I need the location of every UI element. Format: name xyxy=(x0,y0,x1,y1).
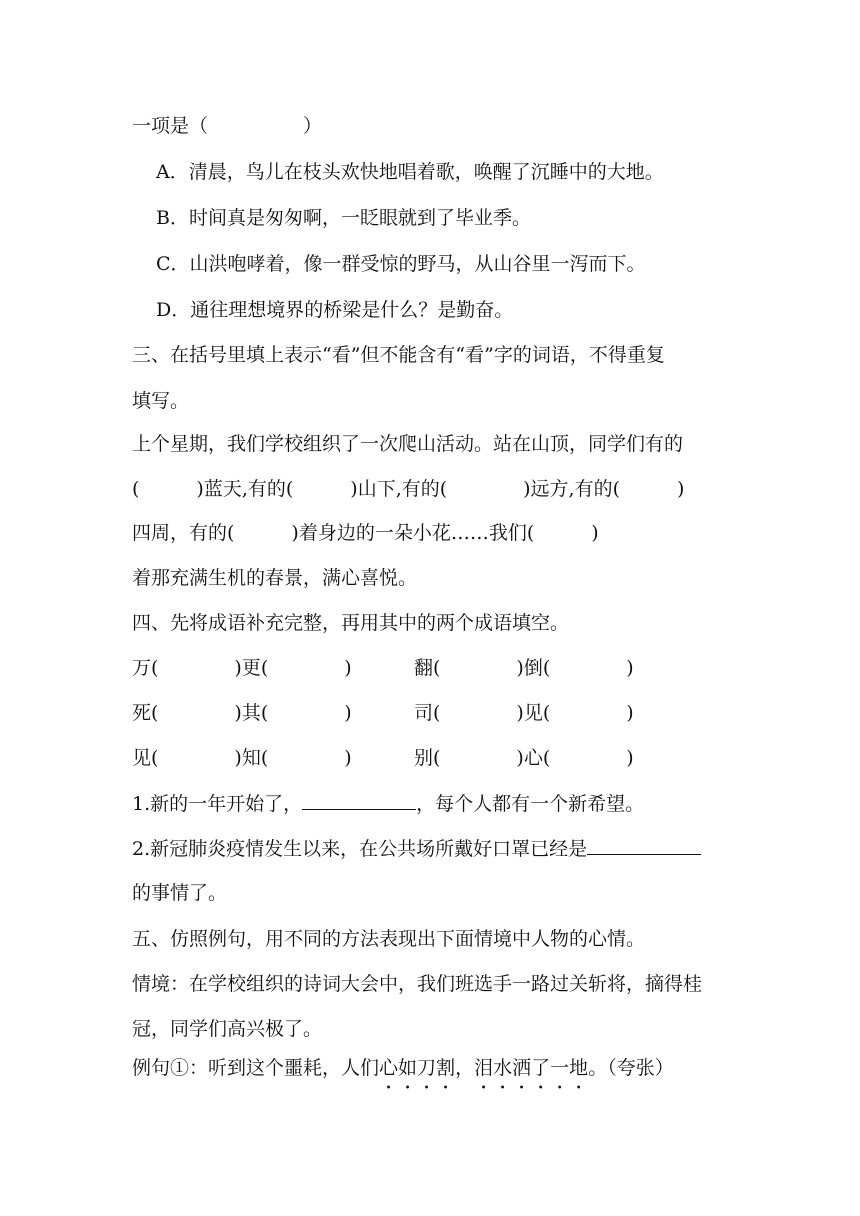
option-b: B．时间真是匆匆啊，一眨眼就到了毕业季。 xyxy=(156,207,531,229)
emphasis-char: 洒 xyxy=(512,1057,532,1079)
option-a: A．清晨，鸟儿在枝头欢快地唱着歌，唤醒了沉睡中的大地。 xyxy=(156,161,664,183)
emphasis-char: 一 xyxy=(550,1057,570,1079)
option-d: D．通往理想境界的桥梁是什么？是勤奋。 xyxy=(156,299,514,321)
emphasis-phrase-1 xyxy=(379,1057,455,1079)
question-3-title-cont: 填写。 xyxy=(132,390,190,412)
emphasis-char: 泪 xyxy=(474,1057,494,1079)
sentence-2 xyxy=(132,836,701,861)
passage-line-3: 四周，有的( )着身边的一朵小花……我们( ) xyxy=(132,522,599,544)
example-sentence xyxy=(132,1056,674,1080)
scenario-line-2: 冠，同学们高兴极了。 xyxy=(132,1018,323,1040)
question-5-title: 五、仿照例句，用不同的方法表现出下面情境中人物的心情。 xyxy=(132,928,646,950)
question-2-tail: 一项是（ ） xyxy=(132,115,323,137)
passage-line-1: 上个星期，我们学校组织了一次爬山活动。站在山顶，同学们有的 xyxy=(132,433,684,455)
question-3-title: 三、在括号里填上表示“看”但不能含有“看”字的词语，不得重复 xyxy=(132,344,665,366)
emphasis-char: 如 xyxy=(398,1057,418,1079)
idiom-blank: 见( )知( ) xyxy=(132,747,352,769)
option-c: C．山洪咆哮着，像一群受惊的野马，从山谷里一泻而下。 xyxy=(156,253,646,275)
emphasis-char: 刀 xyxy=(417,1057,437,1079)
answer-blank-1[interactable] xyxy=(302,791,416,810)
emphasis-char: 地 xyxy=(569,1057,589,1079)
example-suffix: 。（夸张） xyxy=(588,1057,674,1079)
emphasis-char: 心 xyxy=(379,1057,399,1079)
emphasis-char: 割 xyxy=(436,1057,456,1079)
idiom-blank: 死( )其( ) xyxy=(132,702,352,724)
example-mid: ， xyxy=(455,1057,475,1079)
idiom-blank: 别( )心( ) xyxy=(414,747,634,769)
answer-blank-2[interactable] xyxy=(587,836,701,855)
idiom-blank: 司( )见( ) xyxy=(414,702,634,724)
sentence-2-cont: 的事情了。 xyxy=(132,882,228,904)
passage-line-2: ( )蓝天,有的( )山下,有的( )远方,有的( ) xyxy=(132,478,685,500)
idiom-blank: 万( )更( ) xyxy=(132,657,352,679)
sentence-2-prefix: 2.新冠肺炎疫情发生以来，在公共场所戴好口罩已经是 xyxy=(132,838,588,860)
sentence-1 xyxy=(132,791,644,816)
passage-line-4: 着那充满生机的春景，满心喜悦。 xyxy=(132,567,418,589)
sentence-1-prefix: 1.新的一年开始了， xyxy=(132,793,303,815)
example-prefix: 例句①：听到这个噩耗，人们 xyxy=(132,1057,380,1079)
question-4-title: 四、先将成语补充完整，再用其中的两个成语填空。 xyxy=(132,612,570,634)
emphasis-char: 了 xyxy=(531,1057,551,1079)
idiom-blank: 翻( )倒( ) xyxy=(414,657,634,679)
emphasis-phrase-2 xyxy=(474,1057,588,1079)
scenario-line-1: 情境：在学校组织的诗词大会中，我们班选手一路过关斩将，摘得桂 xyxy=(132,973,703,995)
emphasis-char: 水 xyxy=(493,1057,513,1079)
sentence-1-suffix: ，每个人都有一个新希望。 xyxy=(416,793,645,815)
